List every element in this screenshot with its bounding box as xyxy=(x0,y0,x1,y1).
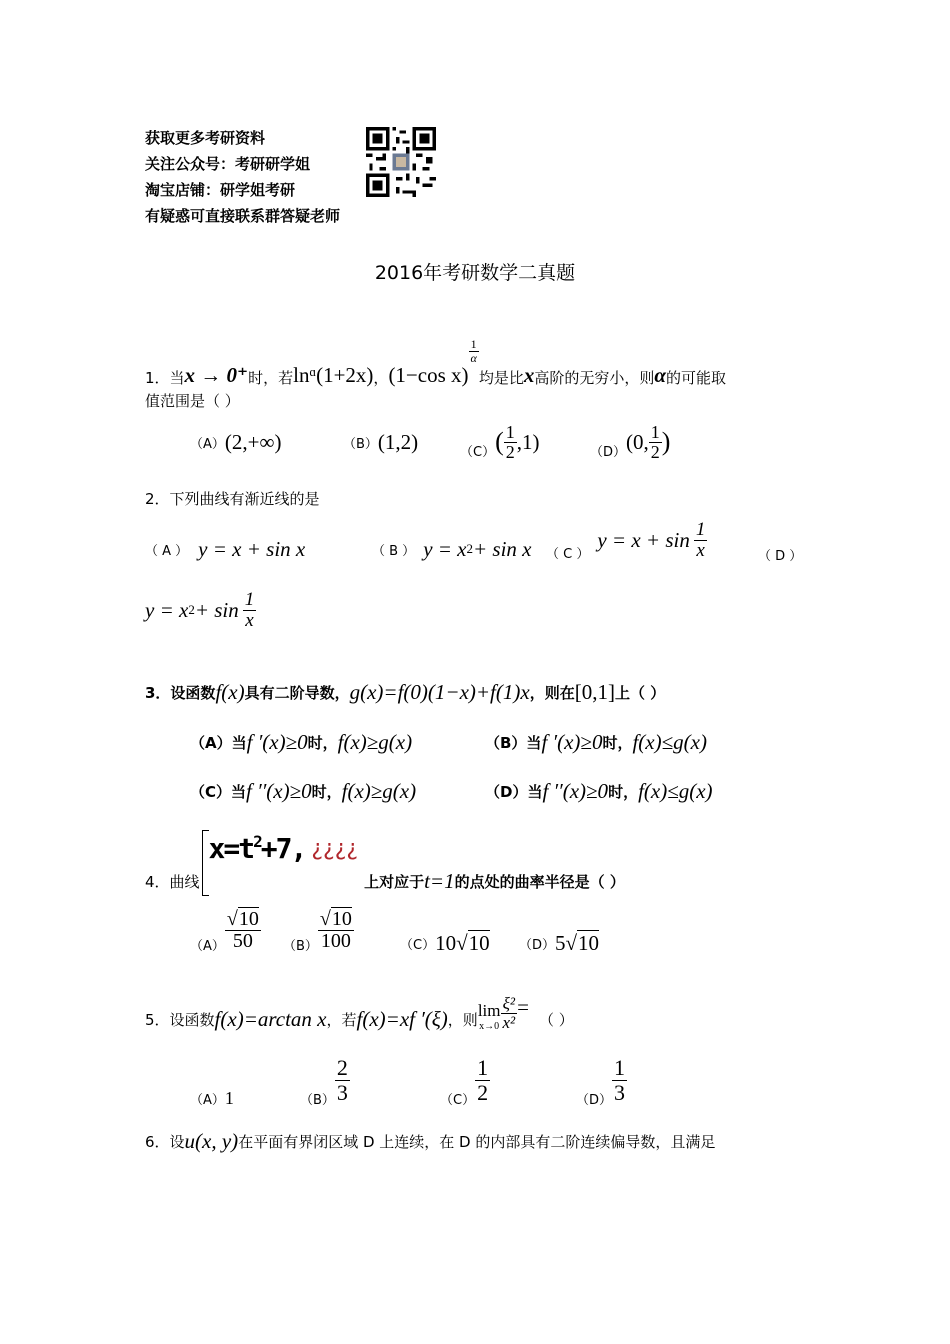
q4-t-eq: t=1 xyxy=(424,869,455,893)
q1-func-2: (1−cos x) xyxy=(388,363,469,387)
q1-alpha: α xyxy=(654,363,666,387)
q1-text-3: 高阶的无穷小，则 xyxy=(534,369,655,387)
q1-option-c-label: （C） xyxy=(460,445,496,460)
q1-text-2: 均是比 xyxy=(478,369,524,387)
q3-option-b: （B）当 f ′(x)≥0 时， f(x)≤g(x) xyxy=(485,729,707,754)
q1-text-4: 的可能取 xyxy=(665,369,726,387)
q2-option-c-value: y = x + sin xyxy=(597,527,690,552)
q4-option-c-label: （C） xyxy=(400,937,436,953)
q4-option-d-label: （D） xyxy=(519,937,556,953)
qr-code-image xyxy=(366,127,436,197)
q2-option-a-value: y = x + sin x xyxy=(198,536,306,561)
q1-option-d-label: （D） xyxy=(590,445,627,460)
q5-option-b-fraction: $\frac{2}{3}$ xyxy=(336,1055,348,1105)
q1-option-b-value: (1,2) xyxy=(377,429,419,454)
q6-stem xyxy=(145,1126,715,1156)
q3-gx: g(x)=f(0)(1−x)+f(1)x xyxy=(349,679,530,704)
page-title: 2016年考研数学二真题 xyxy=(374,262,576,284)
q3-option-d: （D）当 f ′′(x)≥0 时， f(x)≤g(x) xyxy=(485,778,713,803)
q3-text-4: 上（ ） xyxy=(614,683,666,702)
q1-option-d: （D） (0, $\frac{1}{2}$ ) xyxy=(590,421,671,462)
header-line-3: 淘宝店铺：研学姐考研 xyxy=(145,181,296,199)
q4-stem xyxy=(145,828,625,896)
q5-option-c xyxy=(440,1050,490,1110)
q5-condition: f(x)=xf ′(ξ) xyxy=(356,1007,448,1031)
q1-func-1: lnᵅ(1+2x) xyxy=(293,363,374,387)
q6-text-2: 在平面有界闭区域 D 上连续，在 D 的内部具有二阶连续偏导数，且满足 xyxy=(238,1132,716,1151)
q2-option-d: y = x 2 + sin $\frac{1}{x}$ xyxy=(145,588,255,631)
q3-option-c-label: （C）当 xyxy=(190,782,247,801)
q5-text-2: ，若 xyxy=(326,1011,357,1029)
q3-interval: [0,1] xyxy=(574,679,615,704)
q5-blank: （ ） xyxy=(538,1011,574,1029)
q4-option-b-label: （B） xyxy=(283,939,318,954)
q1-limit: x → 0⁺ xyxy=(184,363,249,387)
q4-option-b-fraction: $\frac{√10}{100}$ xyxy=(319,907,352,952)
q2-option-d-label: （ D ） xyxy=(758,549,803,564)
q3-option-a-label: （A）当 xyxy=(190,733,247,752)
q5-text-1: 5．设函数 xyxy=(145,1011,215,1029)
q5-text-3: ，则 xyxy=(447,1011,478,1029)
q6-uxy: u(x, y) xyxy=(184,1128,239,1153)
q2-option-d-value: y = x xyxy=(145,597,189,622)
q2-option-d-fraction: $\frac{1}{x}$ xyxy=(244,588,255,631)
q5-option-a-label: （A） xyxy=(190,1092,225,1108)
q4-option-a xyxy=(190,902,261,958)
q1-number: 1．当 xyxy=(145,369,185,387)
q1-x: x xyxy=(523,363,535,387)
q4-text-3: 的点处的曲率半径是（ ） xyxy=(454,873,625,891)
q2-option-b-value: y = x xyxy=(423,536,467,561)
q3-fx: f(x) xyxy=(215,679,245,704)
q5-stem: 5．设函数 f(x)=arctan x ，若 f(x)=xf ′(ξ) ，则 lim x→0 $\frac{\text{ξ²}}{\text{x²}}$ = （ ） xyxy=(145,994,574,1033)
q2-option-a-label: （ A ） xyxy=(145,543,189,559)
q1-option-a-value: (2,+∞) xyxy=(224,429,282,454)
question-1-stem xyxy=(145,338,726,388)
q4-option-a-label: （A） xyxy=(190,939,225,954)
q5-fx: f(x)=arctan x xyxy=(214,1007,327,1031)
q3-option-b-label: （B）当 xyxy=(485,733,542,752)
q2-option-c-fraction: $\frac{1}{x}$ xyxy=(695,518,706,561)
q1-option-b-label: （B） xyxy=(343,436,378,452)
q6-text-1: 6．设 xyxy=(145,1132,185,1151)
q2-stem: 2．下列曲线有渐近线的是 xyxy=(145,490,320,508)
q5-option-d-fraction: $\frac{1}{3}$ xyxy=(614,1055,626,1105)
q4-text-1: 4．曲线 xyxy=(145,873,200,891)
q5-limit-fraction: $\frac{\text{ξ²}}{\text{x²}}$ xyxy=(502,994,516,1033)
q4-equation: x=t 2 +7, ¿¿¿¿ xyxy=(208,832,359,865)
q5-option-a: （A） 1 xyxy=(190,1087,234,1108)
q1-stem-line-2: 值范围是（ ） xyxy=(145,392,240,410)
q4-garbled-glyphs: ¿¿¿¿ xyxy=(311,836,359,861)
q1-option-a xyxy=(190,422,281,462)
q1-sep: ， xyxy=(373,369,389,387)
q1-option-c-tail: ,1) xyxy=(516,429,540,454)
header-line-1: 获取更多考研资料 xyxy=(145,129,266,147)
q1-option-a-label: （A） xyxy=(190,436,225,452)
q5-option-b xyxy=(300,1050,350,1110)
q4-option-d: （D） 5 √ 10 xyxy=(519,930,600,955)
q3-option-a: （A）当 f ′(x)≥0 时， f(x)≥g(x) xyxy=(190,729,413,754)
q1-func-2-exponent: $\frac{1}{\alpha}$ xyxy=(470,337,477,365)
q3-option-d-label: （D）当 xyxy=(485,782,543,801)
q1-text-1: 时，若 xyxy=(248,369,294,387)
q3-text-1: 3．设函数 xyxy=(145,683,216,702)
q1-option-c: （C） ( $\frac{1}{2}$ ,1) xyxy=(460,421,540,462)
q5-option-d-label: （D） xyxy=(576,1093,613,1108)
q2-option-c xyxy=(546,512,707,568)
q5-option-d xyxy=(576,1050,627,1110)
q4-option-c: （C） 10 √ 10 xyxy=(400,930,490,955)
q1-option-c-fraction: $\frac{1}{2}$ xyxy=(505,421,515,462)
q2-option-a xyxy=(145,534,305,564)
q3-text-3: ，则在 xyxy=(529,683,575,702)
q5-limit: lim x→0 xyxy=(477,1001,501,1032)
q3-stem xyxy=(145,677,665,707)
q2-option-b: （ B ） y = x 2 + sin x xyxy=(372,536,532,561)
q1-option-d-fraction: $\frac{1}{2}$ xyxy=(650,421,660,462)
q5-option-b-label: （B） xyxy=(300,1093,335,1108)
q1-option-d-head: (0, xyxy=(626,429,649,454)
q3-option-c: （C）当 f ′′(x)≥0 时， f(x)≥g(x) xyxy=(190,778,417,803)
q4-option-a-fraction: $\frac{√10}{50}$ xyxy=(226,907,259,952)
q4-option-b xyxy=(283,902,354,958)
q4-text-2: 上对应于 xyxy=(364,873,425,891)
header-line-4: 有疑惑可直接联系群答疑老师 xyxy=(145,207,341,225)
q2-option-c-label: （ C ） xyxy=(546,547,590,562)
q5-option-c-fraction: $\frac{1}{2}$ xyxy=(477,1055,489,1105)
header-line-2: 关注公众号：考研研学姐 xyxy=(145,155,311,173)
q3-text-2: 具有二阶导数， xyxy=(244,683,350,702)
q1-option-b xyxy=(343,422,418,462)
q2-option-b-label: （ B ） xyxy=(372,543,416,559)
q5-option-c-label: （C） xyxy=(440,1093,476,1108)
